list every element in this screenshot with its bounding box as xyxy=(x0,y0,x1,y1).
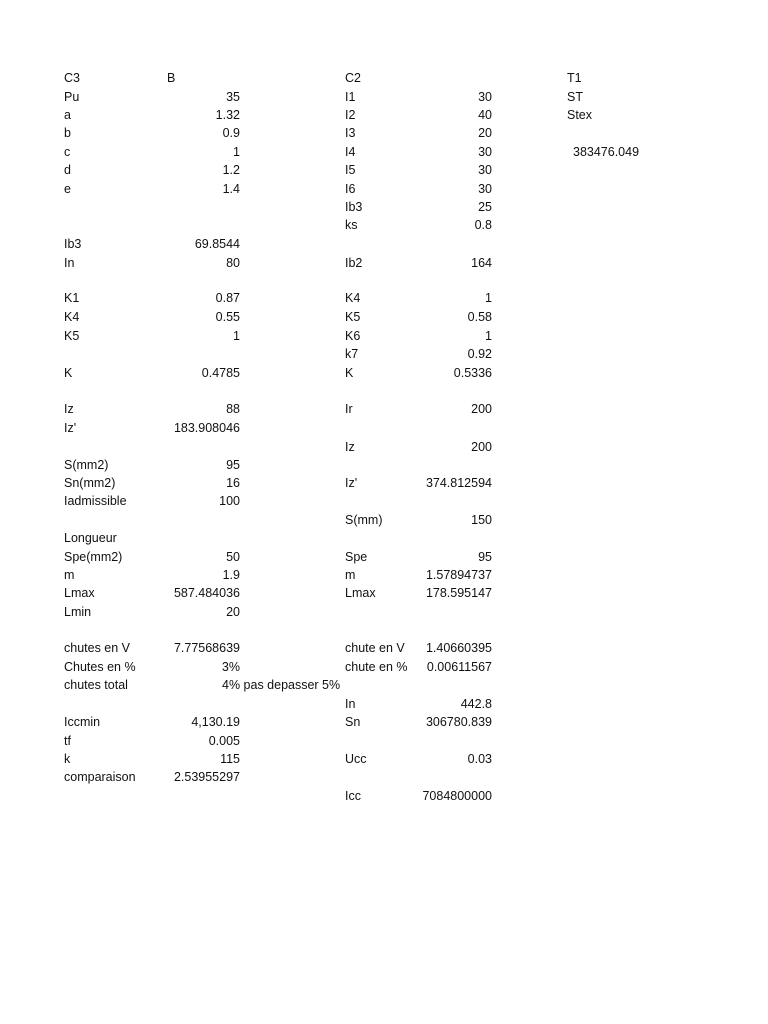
k6-value: 1 xyxy=(485,329,492,343)
row-iz xyxy=(0,400,768,418)
c3-lmax-label: Lmax xyxy=(64,586,95,600)
c2-k-label: K xyxy=(345,366,354,380)
row-k5 xyxy=(0,327,768,345)
i6-value: 30 xyxy=(478,182,492,196)
i5-value: 30 xyxy=(478,163,492,177)
c3-spe-value: 50 xyxy=(226,550,240,564)
c2-iz-label: Iz xyxy=(345,440,355,454)
row-ib3-c3 xyxy=(0,235,768,253)
c3-iz-label: Iz xyxy=(64,402,74,416)
ucc-label: Ucc xyxy=(345,752,367,766)
row-chutes-total xyxy=(0,676,768,694)
row-m xyxy=(0,566,768,584)
b-value: 0.9 xyxy=(222,126,240,140)
row-e xyxy=(0,180,768,198)
ks-label: ks xyxy=(345,218,358,232)
c2-spe-value: 95 xyxy=(478,550,492,564)
iccmin-value: 4,130.19 xyxy=(191,715,240,729)
row-ib3-c2 xyxy=(0,198,768,216)
d-value: 1.2 xyxy=(222,163,240,177)
row-k1 xyxy=(0,289,768,307)
i3-value: 20 xyxy=(478,126,492,140)
st-label: ST xyxy=(567,90,583,104)
row-lmax xyxy=(0,584,768,602)
s-label: S(mm2) xyxy=(64,458,109,472)
b-header: B xyxy=(167,71,176,85)
c-label: c xyxy=(64,145,71,159)
k7-value: 0.92 xyxy=(467,347,492,361)
c2-ib3-value: 25 xyxy=(478,200,492,214)
row-headers xyxy=(0,69,768,87)
c2-sn-label: Sn xyxy=(345,715,361,729)
c3-k-label: K xyxy=(64,366,73,380)
row-longueur xyxy=(0,529,768,547)
c2-m-value: 1.57894737 xyxy=(425,568,492,582)
c2-k4-label: K4 xyxy=(345,291,361,305)
row-izp-c3 xyxy=(0,419,768,437)
row-icc xyxy=(0,787,768,805)
in-label: In xyxy=(64,256,75,270)
e-value: 1.4 xyxy=(222,182,240,196)
chutes-total-label: chutes total xyxy=(64,678,128,692)
row-a xyxy=(0,106,768,124)
ib2-value: 164 xyxy=(471,256,492,270)
i5-label: I5 xyxy=(345,163,356,177)
row-in-c2 xyxy=(0,695,768,713)
c2-ib3-label: Ib3 xyxy=(345,200,363,214)
lmin-value: 20 xyxy=(226,605,240,619)
ir-value: 200 xyxy=(471,402,492,416)
i4-value: 30 xyxy=(478,145,492,159)
chute-v-value: 1.40660395 xyxy=(425,641,492,655)
row-s xyxy=(0,456,768,474)
row-comparaison xyxy=(0,768,768,786)
sn-value: 16 xyxy=(226,476,240,490)
row-c xyxy=(0,143,768,161)
c2-header: C2 xyxy=(345,71,361,85)
i3-label: I3 xyxy=(345,126,356,140)
row-sn xyxy=(0,474,768,492)
i6-label: I6 xyxy=(345,182,356,196)
c2-izp-label: Iz' xyxy=(345,476,358,490)
i4-label: I4 xyxy=(345,145,356,159)
ir-label: Ir xyxy=(345,402,353,416)
lmin-label: Lmin xyxy=(64,605,92,619)
c2-lmax-value: 178.595147 xyxy=(425,586,492,600)
chutes-pct-label: Chutes en % xyxy=(64,660,136,674)
row-pu xyxy=(0,88,768,106)
c3-izp-value: 183.908046 xyxy=(173,421,240,435)
chute-pct-value: 0.00611567 xyxy=(426,660,492,674)
row-ks xyxy=(0,216,768,234)
longueur-label: Longueur xyxy=(64,531,117,545)
c2-in-value: 442.8 xyxy=(460,697,492,711)
c2-iz-value: 200 xyxy=(471,440,492,454)
stex-label: Stex xyxy=(567,108,593,122)
c3-m-value: 1.9 xyxy=(222,568,240,582)
c3-lmax-value: 587.484036 xyxy=(173,586,240,600)
row-k4 xyxy=(0,308,768,326)
row-k-small xyxy=(0,750,768,768)
row-spe xyxy=(0,548,768,566)
row-k7 xyxy=(0,345,768,363)
pu-value: 35 xyxy=(226,90,240,104)
c2-k5-label: K5 xyxy=(345,310,361,324)
chutes-total-note: 4% pas depasser 5% xyxy=(222,678,341,692)
iccmin-label: Iccmin xyxy=(64,715,101,729)
c3-ib3-label: Ib3 xyxy=(64,237,82,251)
b-label: b xyxy=(64,126,71,140)
row-lmin xyxy=(0,603,768,621)
k7-label: k7 xyxy=(345,347,359,361)
row-in xyxy=(0,254,768,272)
sn-label: Sn(mm2) xyxy=(64,476,116,490)
c3-k-value: 0.4785 xyxy=(201,366,240,380)
c3-k5-label: K5 xyxy=(64,329,80,343)
e-label: e xyxy=(64,182,71,196)
k1-value: 0.87 xyxy=(215,291,240,305)
chute-v-label: chute en V xyxy=(345,641,405,655)
d-label: d xyxy=(64,163,71,177)
c2-lmax-label: Lmax xyxy=(345,586,376,600)
c2-m-label: m xyxy=(345,568,356,582)
c2-izp-value: 374.812594 xyxy=(425,476,492,490)
c2-s-value: 150 xyxy=(471,513,492,527)
c2-k-value: 0.5336 xyxy=(453,366,492,380)
icc-value: 7084800000 xyxy=(422,789,492,803)
c3-k4-value: 0.55 xyxy=(215,310,240,324)
c3-ib3-value: 69.8544 xyxy=(194,237,240,251)
ucc-value: 0.03 xyxy=(467,752,492,766)
t1-value: 383476.049 xyxy=(573,145,640,159)
c2-k4-value: 1 xyxy=(485,291,492,305)
comparaison-value: 2.53955297 xyxy=(173,770,240,784)
row-iccmin xyxy=(0,713,768,731)
k-small-label: k xyxy=(64,752,71,766)
i1-label: I1 xyxy=(345,90,356,104)
row-d xyxy=(0,161,768,179)
in-value: 80 xyxy=(226,256,240,270)
row-chutes-v xyxy=(0,639,768,657)
c3-k5-value: 1 xyxy=(233,329,240,343)
c2-s-label: S(mm) xyxy=(345,513,383,527)
c3-spe-label: Spe(mm2) xyxy=(64,550,123,564)
c3-m-label: m xyxy=(64,568,75,582)
k-small-value: 115 xyxy=(220,752,240,766)
a-value: 1.32 xyxy=(215,108,240,122)
row-iadmissible xyxy=(0,492,768,510)
comparaison-label: comparaison xyxy=(64,770,136,784)
iadmissible-value: 100 xyxy=(219,494,240,508)
c3-k4-label: K4 xyxy=(64,310,80,324)
c3-header: C3 xyxy=(64,71,80,85)
tf-label: tf xyxy=(64,734,71,748)
i1-value: 30 xyxy=(478,90,492,104)
c3-izp-label: Iz' xyxy=(64,421,77,435)
s-value: 95 xyxy=(226,458,240,472)
c2-k5-value: 0.58 xyxy=(467,310,492,324)
c2-sn-value: 306780.839 xyxy=(425,715,492,729)
row-s-c2 xyxy=(0,511,768,529)
chute-pct-label: chute en % xyxy=(345,660,408,674)
c2-in-label: In xyxy=(345,697,356,711)
chutes-v-label: chutes en V xyxy=(64,641,131,655)
k6-label: K6 xyxy=(345,329,361,343)
chutes-pct-value: 3% xyxy=(221,660,240,674)
row-b xyxy=(0,124,768,142)
k1-label: K1 xyxy=(64,291,80,305)
row-k xyxy=(0,364,768,382)
i2-label: I2 xyxy=(345,108,356,122)
tf-value: 0.005 xyxy=(208,734,240,748)
row-iz-c2 xyxy=(0,438,768,456)
chutes-v-value: 7.77568639 xyxy=(173,641,240,655)
ib2-label: Ib2 xyxy=(345,256,363,270)
icc-label: Icc xyxy=(345,789,361,803)
row-tf xyxy=(0,732,768,750)
a-label: a xyxy=(64,108,71,122)
c-value: 1 xyxy=(233,145,240,159)
row-chutes-pct xyxy=(0,658,768,676)
iadmissible-label: Iadmissible xyxy=(64,494,127,508)
pu-label: Pu xyxy=(64,90,80,104)
i2-value: 40 xyxy=(478,108,492,122)
t1-header: T1 xyxy=(567,71,582,85)
c3-iz-value: 88 xyxy=(226,402,240,416)
c2-spe-label: Spe xyxy=(345,550,368,564)
ks-value: 0.8 xyxy=(474,218,492,232)
